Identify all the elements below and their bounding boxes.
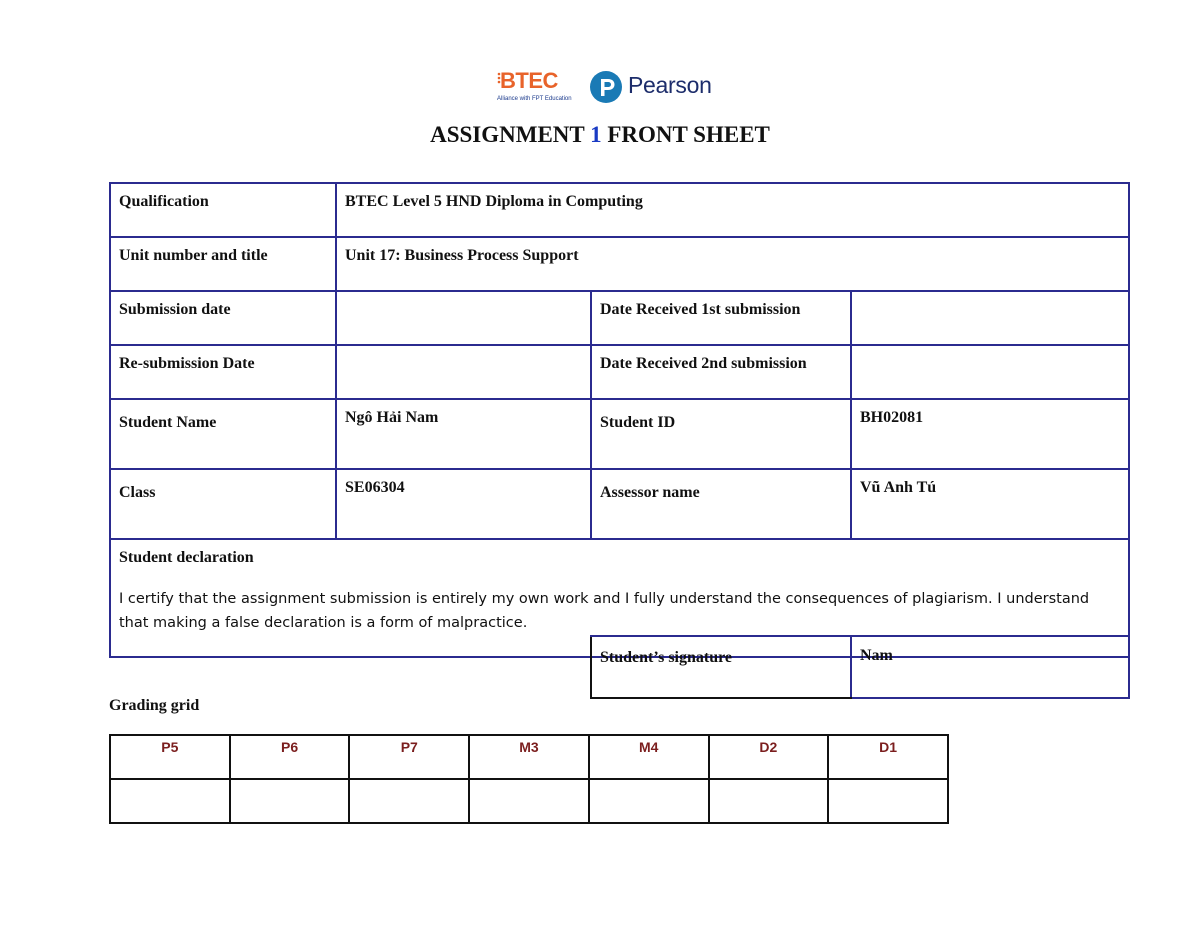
- pearson-p-icon: [589, 70, 623, 104]
- title-number: 1: [590, 122, 602, 147]
- grade-criterion: D1: [828, 735, 948, 779]
- submission-row: [110, 291, 1129, 345]
- grade-criterion: M4: [589, 735, 709, 779]
- resubmission-label: Re-submission Date: [110, 345, 336, 399]
- qualification-row: [110, 183, 1129, 237]
- grade-cell: [349, 779, 469, 823]
- signature-value: Nam: [851, 636, 1129, 698]
- student-id-value: BH02081: [851, 399, 1129, 469]
- student-id-label: Student ID: [591, 399, 851, 469]
- signature-table: [590, 635, 1130, 699]
- signature-label: Student’s signature: [591, 636, 851, 698]
- resubmission-value: [336, 345, 591, 399]
- title-prefix: ASSIGNMENT: [430, 122, 585, 147]
- grade-criterion: P7: [349, 735, 469, 779]
- date-received-2-value: [851, 345, 1129, 399]
- student-row: [110, 399, 1129, 469]
- pearson-wordmark: Pearson: [628, 72, 712, 98]
- date-received-1-value: [851, 291, 1129, 345]
- date-received-2-label: Date Received 2nd submission: [591, 345, 851, 399]
- grade-cell: [469, 779, 589, 823]
- student-name-label: Student Name: [110, 399, 336, 469]
- signature-row: [591, 636, 1129, 698]
- logo-bar: [0, 66, 1200, 110]
- grade-cell: [230, 779, 350, 823]
- grade-criterion: M3: [469, 735, 589, 779]
- submission-date-label: Submission date: [110, 291, 336, 345]
- btec-wordmark: BTEC: [500, 68, 558, 93]
- grading-grid-label: Grading grid: [109, 697, 200, 714]
- class-label: Class: [110, 469, 336, 539]
- front-sheet-table: [109, 182, 1130, 658]
- page-title: [0, 122, 1200, 148]
- grade-cell: [709, 779, 829, 823]
- assessor-value: Vũ Anh Tú: [851, 469, 1129, 539]
- grading-header-row: [110, 735, 948, 779]
- grade-cell: [828, 779, 948, 823]
- student-name-value: Ngô Hải Nam: [336, 399, 591, 469]
- declaration-heading: Student declaration: [119, 549, 254, 566]
- grade-criterion: P6: [230, 735, 350, 779]
- assessor-label: Assessor name: [591, 469, 851, 539]
- unit-value: Unit 17: Business Process Support: [336, 237, 1129, 291]
- btec-logo: [496, 68, 572, 108]
- grading-value-row: [110, 779, 948, 823]
- unit-row: [110, 237, 1129, 291]
- submission-date-value: [336, 291, 591, 345]
- btec-tagline: Alliance with FPT Education: [497, 96, 572, 102]
- declaration-text: I certify that the assignment submission is entirely my own work and I fully understand the consequences of plagiarism. I understand that making a false declaration is a form of malpractice.: [119, 591, 1090, 631]
- qualification-label: Qualification: [110, 183, 336, 237]
- grade-criterion: D2: [709, 735, 829, 779]
- class-row: [110, 469, 1129, 539]
- class-value: SE06304: [336, 469, 591, 539]
- resubmission-row: [110, 345, 1129, 399]
- grade-cell: [110, 779, 230, 823]
- grade-cell: [589, 779, 709, 823]
- grade-criterion: P5: [110, 735, 230, 779]
- unit-label: Unit number and title: [110, 237, 336, 291]
- grading-grid: [109, 734, 949, 824]
- qualification-value: BTEC Level 5 HND Diploma in Computing: [336, 183, 1129, 237]
- date-received-1-label: Date Received 1st submission: [591, 291, 851, 345]
- title-suffix: FRONT SHEET: [607, 122, 770, 147]
